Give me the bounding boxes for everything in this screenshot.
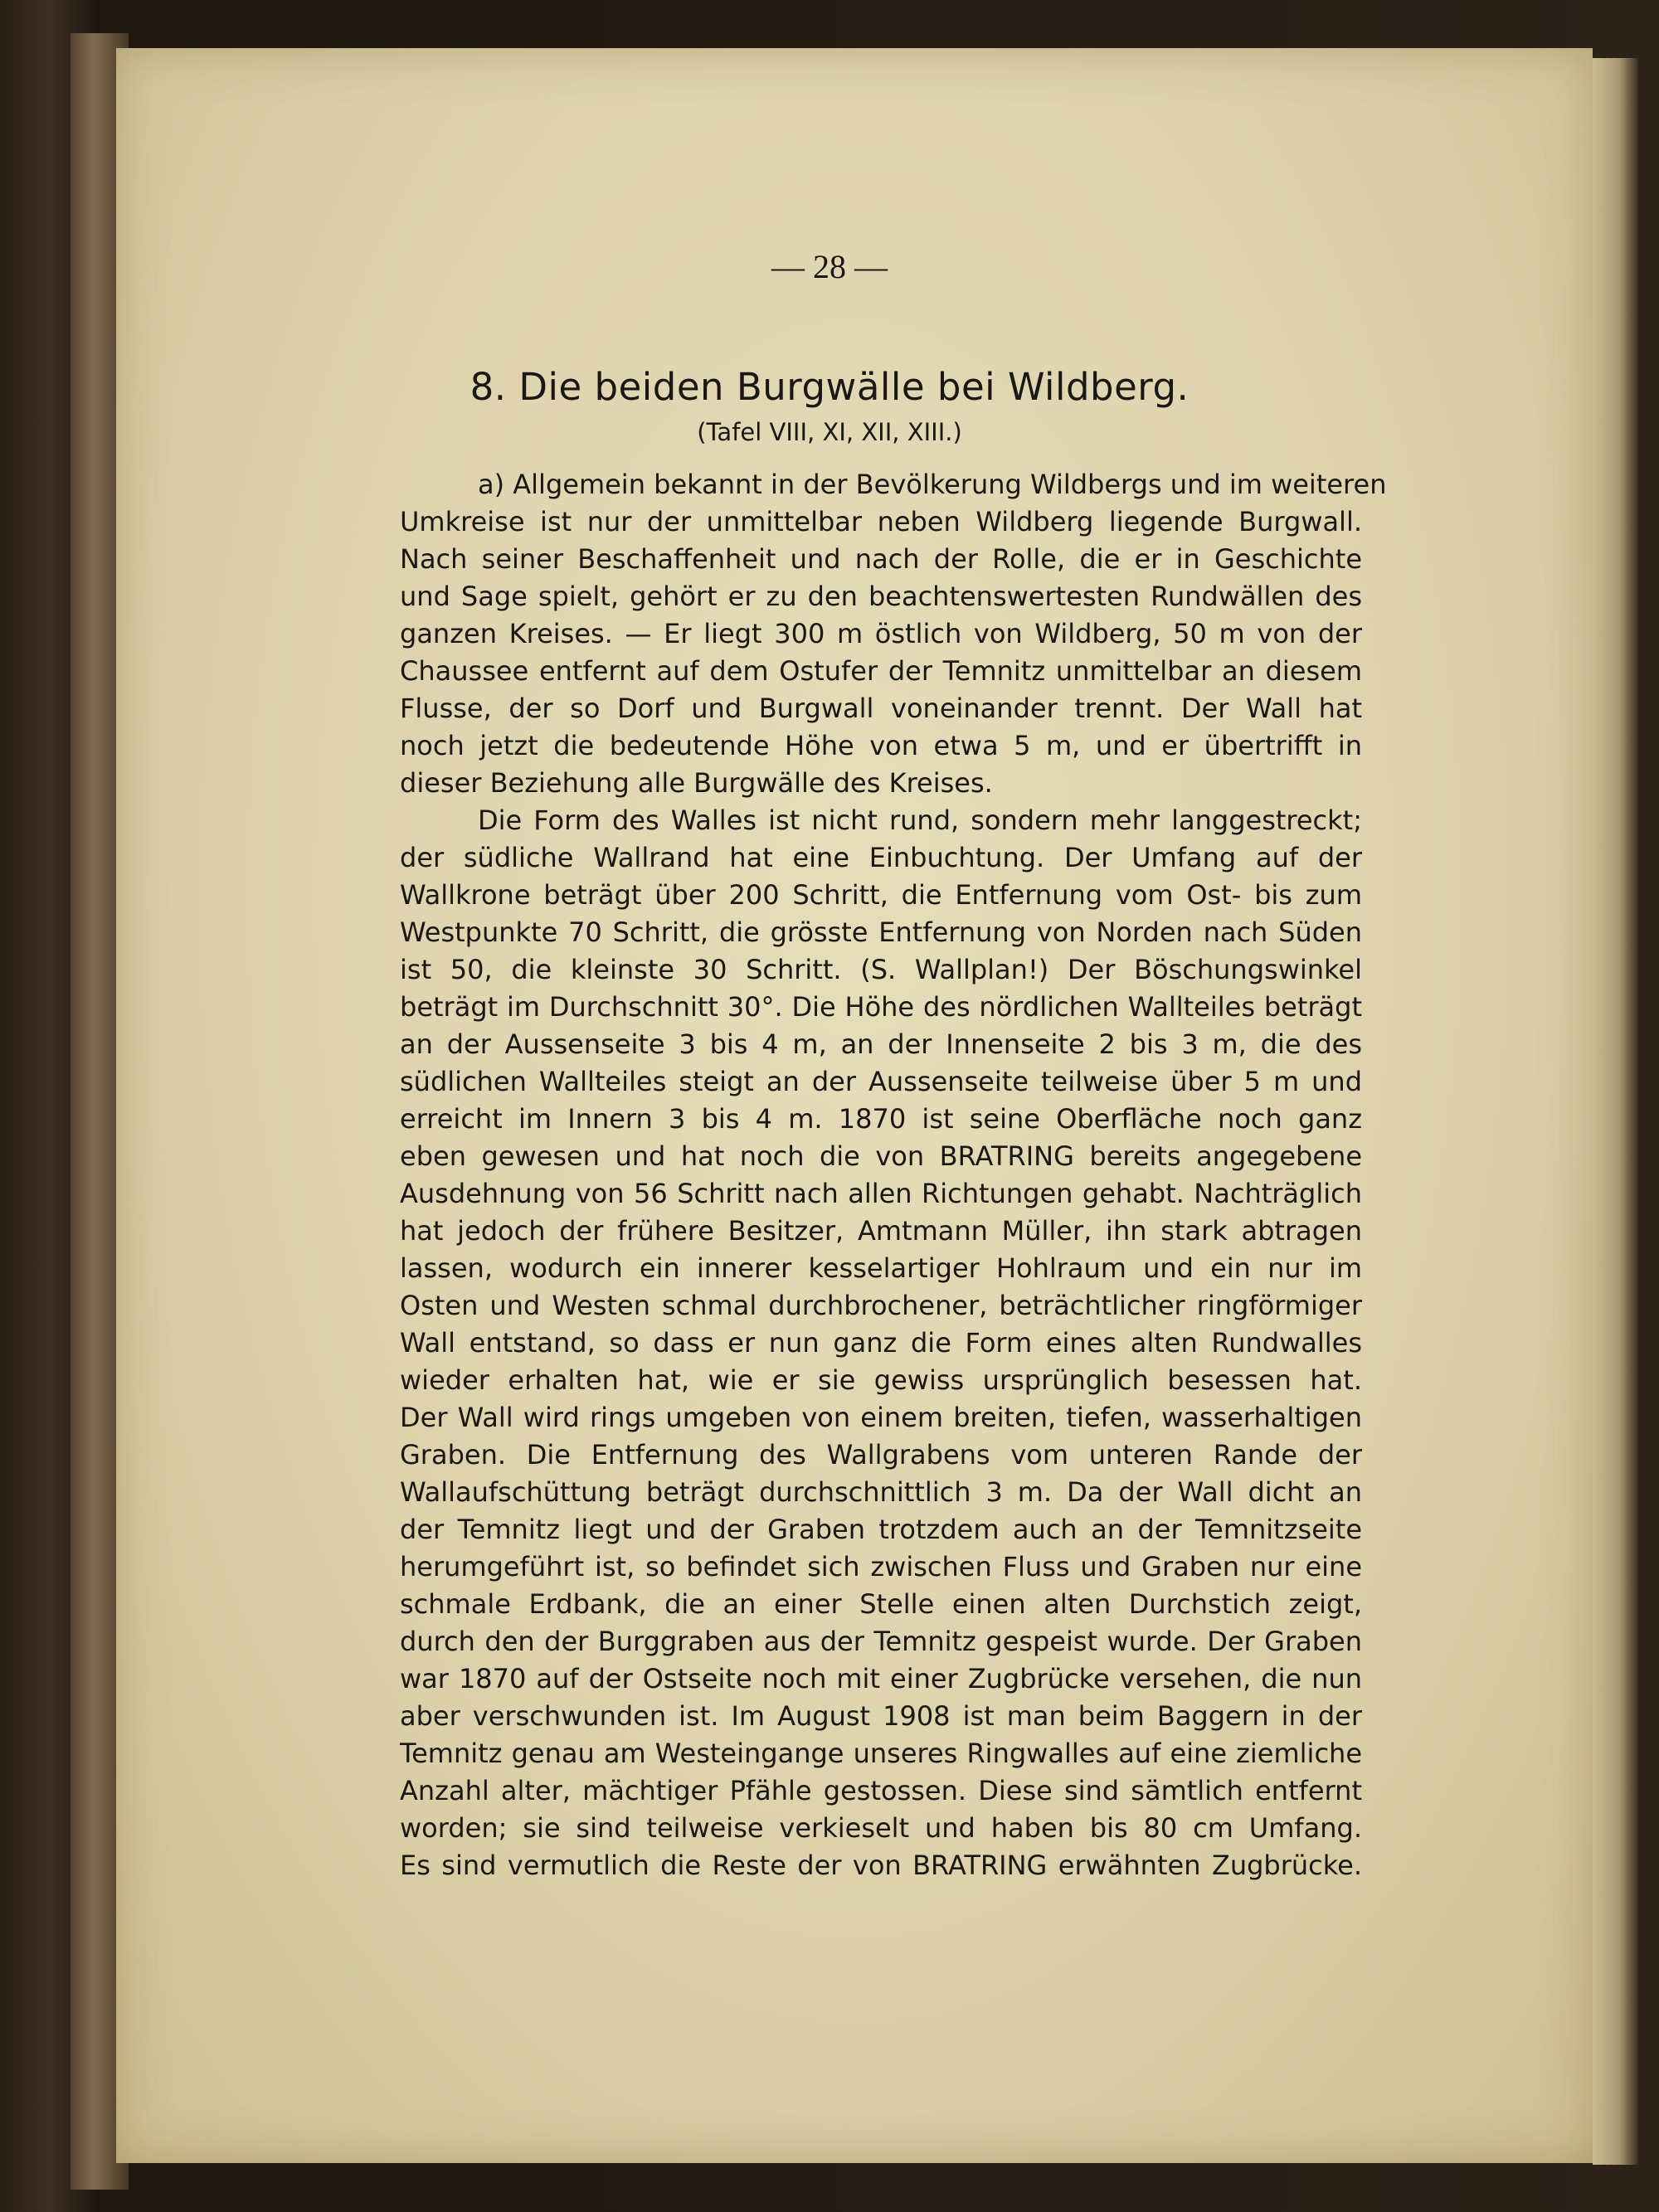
- text-line: Graben. Die Entfernung des Wallgrabens vom unteren Rande der: [400, 1439, 1362, 1471]
- text-line: noch jetzt die bedeutende Höhe von etwa 5 m, und er übertrifft in: [400, 730, 1362, 761]
- text-line: Temnitz genau am Westeingange unseres Ringwalles auf eine ziemliche: [400, 1738, 1362, 1769]
- text-line: an der Aussenseite 3 bis 4 m, an der Innenseite 2 bis 3 m, die des: [400, 1028, 1362, 1060]
- text-line: Osten und Westen schmal durchbrochener, beträchtlicher ringförmiger: [400, 1290, 1362, 1321]
- text-line: hat jedoch der frühere Besitzer, Amtmann Müller, ihn stark abtragen: [400, 1215, 1362, 1247]
- text-line: war 1870 auf der Ostseite noch mit einer Zugbrücke versehen, die nun: [400, 1663, 1362, 1694]
- text-line: Wall entstand, so dass er nun ganz die Form eines alten Rundwalles: [400, 1327, 1362, 1359]
- text-line: Wallaufschüttung beträgt durchschnittlich 3 m. Da der Wall dicht an: [400, 1476, 1362, 1508]
- text-line: Der Wall wird rings umgeben von einem breiten, tiefen, wasserhaltigen: [400, 1402, 1362, 1433]
- text-line: und Sage spielt, gehört er zu den beachtenswertesten Rundwällen des: [400, 581, 1362, 612]
- text-line: Es sind vermutlich die Reste der von BRATRING erwähnten Zugbrücke.: [400, 1850, 1362, 1881]
- page-number: — 28 —: [771, 248, 888, 285]
- text-line: erreicht im Innern 3 bis 4 m. 1870 ist seine Oberfläche noch ganz: [400, 1103, 1362, 1135]
- text-line: durch den der Burggraben aus der Temnitz gespeist wurde. Der Graben: [400, 1626, 1362, 1657]
- text-line: Wallkrone beträgt über 200 Schritt, die Entfernung vom Ost- bis zum: [400, 879, 1362, 911]
- text-line: a) Allgemein bekannt in der Bevölkerung Wildbergs und im weiteren: [478, 469, 1387, 500]
- text-line: schmale Erdbank, die an einer Stelle einen alten Durchstich zeigt,: [400, 1588, 1362, 1620]
- text-line: Umkreise ist nur der unmittelbar neben Wildberg liegende Burgwall.: [400, 506, 1362, 537]
- text-line: Die Form des Walles ist nicht rund, sondern mehr langgestreckt;: [478, 805, 1362, 836]
- text-line: Anzahl alter, mächtiger Pfähle gestossen. Diese sind sämtlich entfernt: [400, 1775, 1362, 1806]
- text-line: Westpunkte 70 Schritt, die grösste Entfernung von Norden nach Süden: [400, 916, 1362, 948]
- text-line: lassen, wodurch ein innerer kesselartiger Hohlraum und ein nur im: [400, 1252, 1362, 1284]
- text-line: südlichen Wallteiles steigt an der Aussenseite teilweise über 5 m und: [400, 1066, 1362, 1097]
- text-line: Ausdehnung von 56 Schritt nach allen Richtungen gehabt. Nachträglich: [400, 1178, 1362, 1209]
- text-line: beträgt im Durchschnitt 30°. Die Höhe des nördlichen Wallteiles beträgt: [400, 991, 1362, 1023]
- section-title: 8. Die beiden Burgwälle bei Wildberg.: [469, 365, 1190, 409]
- text-line: aber verschwunden ist. Im August 1908 ist man beim Baggern in der: [400, 1700, 1362, 1732]
- text-line: eben gewesen und hat noch die von BRATRING bereits angegebene: [400, 1140, 1362, 1172]
- text-line: wieder erhalten hat, wie er sie gewiss ursprünglich besessen hat.: [400, 1364, 1362, 1396]
- text-line: dieser Beziehung alle Burgwälle des Kreises.: [400, 767, 993, 799]
- text-line: der südliche Wallrand hat eine Einbuchtung. Der Umfang auf der: [400, 842, 1362, 873]
- text-line: Flusse, der so Dorf und Burgwall voneinander trennt. Der Wall hat: [400, 693, 1362, 724]
- text-line: ist 50, die kleinste 30 Schritt. (S. Wallplan!) Der Böschungswinkel: [400, 954, 1362, 985]
- text-line: der Temnitz liegt und der Graben trotzdem auch an der Temnitzseite: [400, 1514, 1362, 1545]
- text-line: ganzen Kreises. — Er liegt 300 m östlich von Wildberg, 50 m von der: [400, 618, 1362, 649]
- text-line: herumgeführt ist, so befindet sich zwischen Fluss und Graben nur eine: [400, 1551, 1362, 1582]
- text-line: Chaussee entfernt auf dem Ostufer der Temnitz unmittelbar an diesem: [400, 655, 1362, 687]
- body-text: [400, 466, 1387, 1884]
- text-line: worden; sie sind teilweise verkieselt und haben bis 80 cm Umfang.: [400, 1812, 1362, 1844]
- text-line: Nach seiner Beschaffenheit und nach der Rolle, die er in Geschichte: [400, 543, 1362, 575]
- plate-reference: (Tafel VIII, XI, XII, XIII.): [697, 418, 962, 446]
